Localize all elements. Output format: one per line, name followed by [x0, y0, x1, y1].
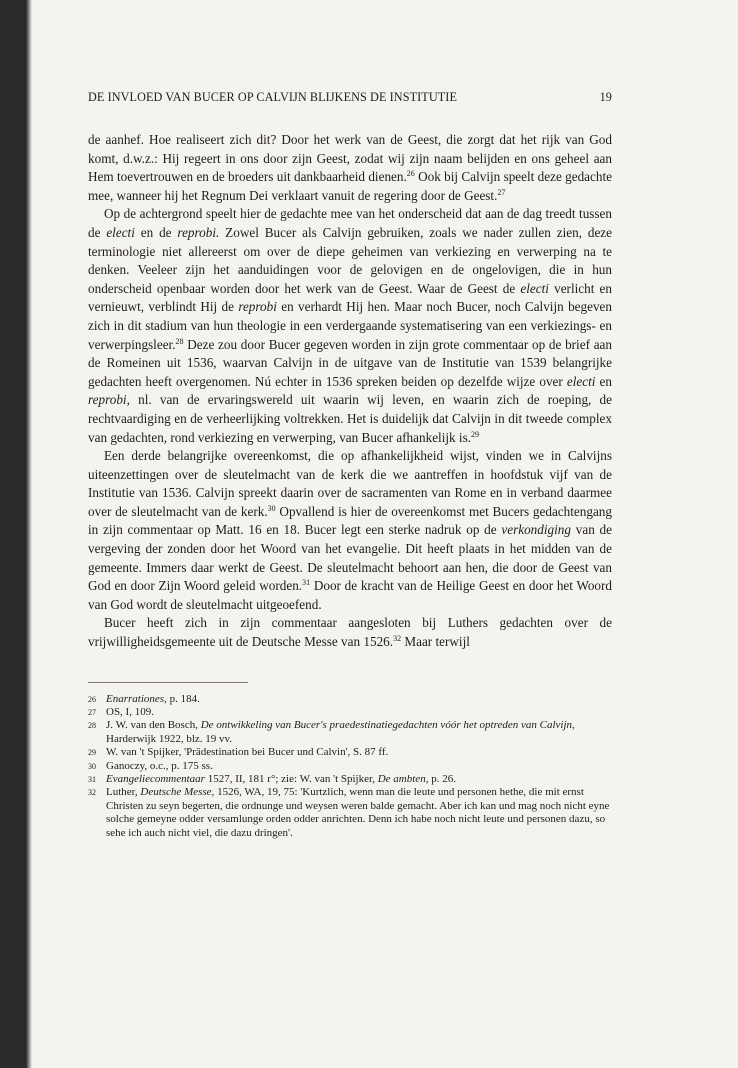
- footnote-number: 26: [88, 694, 96, 704]
- italic-text: Evangeliecommentaar: [106, 773, 205, 786]
- footnote: [88, 719, 612, 746]
- footnote-number: 31: [88, 775, 96, 785]
- italic-text: reprobi: [238, 299, 277, 315]
- text-run: Opvallend is hier de overeenkomst met Bucers gedachtengang in zijn commentaar op Matt. 16 en 18. Bucer legt een sterke nadruk op de: [88, 503, 612, 538]
- footnote: [88, 773, 612, 786]
- page-number: 19: [599, 90, 612, 104]
- footnote-rule: [88, 682, 248, 683]
- italic-text: electi: [106, 224, 135, 240]
- footnote-ref: 29: [471, 429, 480, 439]
- text-run: Bucer heeft zich in zijn commentaar aangesloten bij Luthers gedachten over de vrijwilligheidsgemeente uit de Deutsche Messe van 1526.: [88, 615, 612, 650]
- footnote-text: [106, 693, 612, 706]
- footnote-number: 30: [88, 761, 96, 771]
- footnote: [88, 706, 612, 719]
- footnote-ref: 27: [497, 187, 506, 197]
- text-run: Ook bij Calvijn speelt deze gedachte mee, wanneer hij het Regnum Dei verklaart vanuit de regering door de Geest.: [88, 169, 612, 203]
- footnotes: [88, 693, 612, 840]
- text-run: Luther,: [106, 786, 141, 799]
- text-run: Door de kracht van de Heilige Geest en door het Woord van God wordt de sleutelmacht uitgeoefend.: [88, 578, 613, 612]
- footnote-number: 29: [88, 748, 96, 758]
- text-run: de aanhef. Hoe realiseert zich dit? Door het werk van de Geest, die zorgt dat het rijk van God komt, d.w.z.: Hij regeert in ons door zijn Geest, zodat wij zijn naam belijden en ons geheel aan Hem toevertrouwen en de broeders uit dankbaarheid dienen.: [88, 132, 612, 185]
- text-run: Ganoczy, o.c., p. 175 ss.: [106, 759, 213, 772]
- footnote-text: [106, 719, 612, 746]
- text-run: 1526, WA, 19, 75: 'Kurtzlich, wenn man die leute und personen hethe, die mit ernst Christen zu seyn begerten, die ordnunge und weysen weren balde gemacht. Aber ich kan und mag noch nicht eyne solche gemeyne odder versamlunge orden odder anrichten. Denn ich habe noch nicht leute und personen dazu, so sehe ich auch nicht viel, die dazu dringen'.: [106, 786, 610, 839]
- footnote-text: [106, 706, 612, 719]
- text-run: Zowel Bucer als Calvijn gebruiken, zoals we nader zullen zien, deze terminologie niet allereerst om over de diepe geheimen van verkiezing en verwerping na te denken. Veeleer zijn het aanduidingen voor de gelovigen en de ongelovigen, die in hun onderscheid openbaar worden door het werk van de Geest. Waar de Geest de: [88, 224, 613, 296]
- text-run: en verhardt Hij hen. Maar noch Bucer, noch Calvijn begeven zich in dit stadium van hun theologie in een verdergaande systematisering van een verkiezings- en verwerpingsleer.: [88, 299, 613, 352]
- footnote-number: 28: [88, 721, 96, 731]
- footnote-ref: 31: [302, 578, 311, 588]
- footnote-text: [106, 760, 612, 773]
- paragraph: [88, 447, 612, 614]
- footnote-ref: 28: [175, 336, 184, 346]
- italic-text: De ambten,: [377, 773, 429, 786]
- footnote: [88, 786, 612, 840]
- text-run: p. 26.: [428, 773, 456, 786]
- text-run: J. W. van den Bosch,: [106, 719, 201, 732]
- footnote-text: [106, 786, 612, 840]
- scan-border: [0, 0, 32, 1068]
- footnote: [88, 693, 612, 706]
- italic-text: De ontwikkeling van Bucer's praedestinatiegedachten vóór het optreden van Calvijn,: [200, 719, 575, 732]
- text-run: van de vergeving der zonden door het Woord van het evangelie. Dit heeft plaats in het midden van de gemeente. Immers daar werkt de Geest. De sleutelmacht behoort aan hen, die door de Geest van God en door Zijn Woord geleid worden.: [88, 522, 612, 594]
- text-run: OS, I, 109.: [106, 706, 154, 719]
- text-run: W. van 't Spijker, 'Prädestination bei Bucer und Calvin', S. 87 ff.: [106, 746, 389, 759]
- footnote-ref: 30: [267, 503, 276, 513]
- text-run: Op de achtergrond speelt hier de gedachte mee van het onderscheid dat aan de dag treedt tussen de: [88, 206, 612, 240]
- text-run: verlicht en vernieuwt, verblindt Hij de: [88, 280, 612, 315]
- text-run: nl. van de ervaringswereld uit waarin wij leven, en waarin zich de roeping, de rechtvaardiging en de verheerlijking voltrekken. Het is duidelijk dat Calvijn in dit tweede complex van gedachten, rond verkiezing en verwerping, van Bucer afhankelijk is.: [88, 392, 612, 445]
- footnote: [88, 746, 612, 759]
- running-head-title: DE INVLOED VAN BUCER OP CALVIJN BLIJKENS DE INSTITUTIE: [88, 90, 457, 104]
- italic-text: reprobi,: [88, 392, 130, 408]
- italic-text: reprobi.: [177, 224, 220, 240]
- body-text: [88, 131, 612, 652]
- text-run: 1527, II, 181 r°; zie: W. van 't Spijker,: [204, 773, 378, 786]
- paragraph: [88, 614, 612, 651]
- footnote-text: [106, 746, 612, 759]
- italic-text: electi: [566, 373, 596, 389]
- footnote-number: 27: [88, 708, 96, 718]
- footnote-text: [106, 773, 612, 786]
- text-run: Een derde belangrijke overeenkomst, die op afhankelijkheid wijst, vinden we in Calvijns uiteenzettingen over de sleutelmacht van de kerk die we aantreffen in hoofdstuk vijf van de Institutie van 1536. Calvijn spreekt daarin over de sacramenten van Rome en in verband daarmee over de sleutelmacht van de kerk.: [88, 448, 612, 519]
- running-head: [88, 90, 612, 105]
- italic-text: electi: [520, 280, 549, 296]
- text-run: Deze zou door Bucer gegeven worden in zijn grote commentaar op de brief aan de Romeinen uit 1536, waarvan Calvijn in de uitgave van de Institutie van 1539 belangrijke gedachten heeft overgenomen. Nú echter in 1536 spreken beiden op dezelfde wijze over: [88, 336, 612, 389]
- footnote-number: 32: [88, 788, 96, 798]
- footnote-ref: 26: [406, 169, 415, 179]
- paragraph: [88, 205, 612, 447]
- italic-text: verkondiging: [501, 522, 571, 538]
- footnote: [88, 760, 612, 773]
- footnote-ref: 32: [393, 634, 402, 644]
- text-run: Maar terwijl: [401, 634, 470, 650]
- page: [88, 90, 612, 840]
- text-run: en: [595, 373, 612, 389]
- text-run: en de: [134, 224, 178, 240]
- paragraph: [88, 131, 612, 205]
- italic-text: Enarrationes,: [106, 692, 167, 705]
- text-run: Harderwijk 1922, blz. 19 vv.: [106, 732, 233, 745]
- italic-text: Deutsche Messe,: [140, 786, 215, 799]
- text-run: p. 184.: [166, 692, 200, 705]
